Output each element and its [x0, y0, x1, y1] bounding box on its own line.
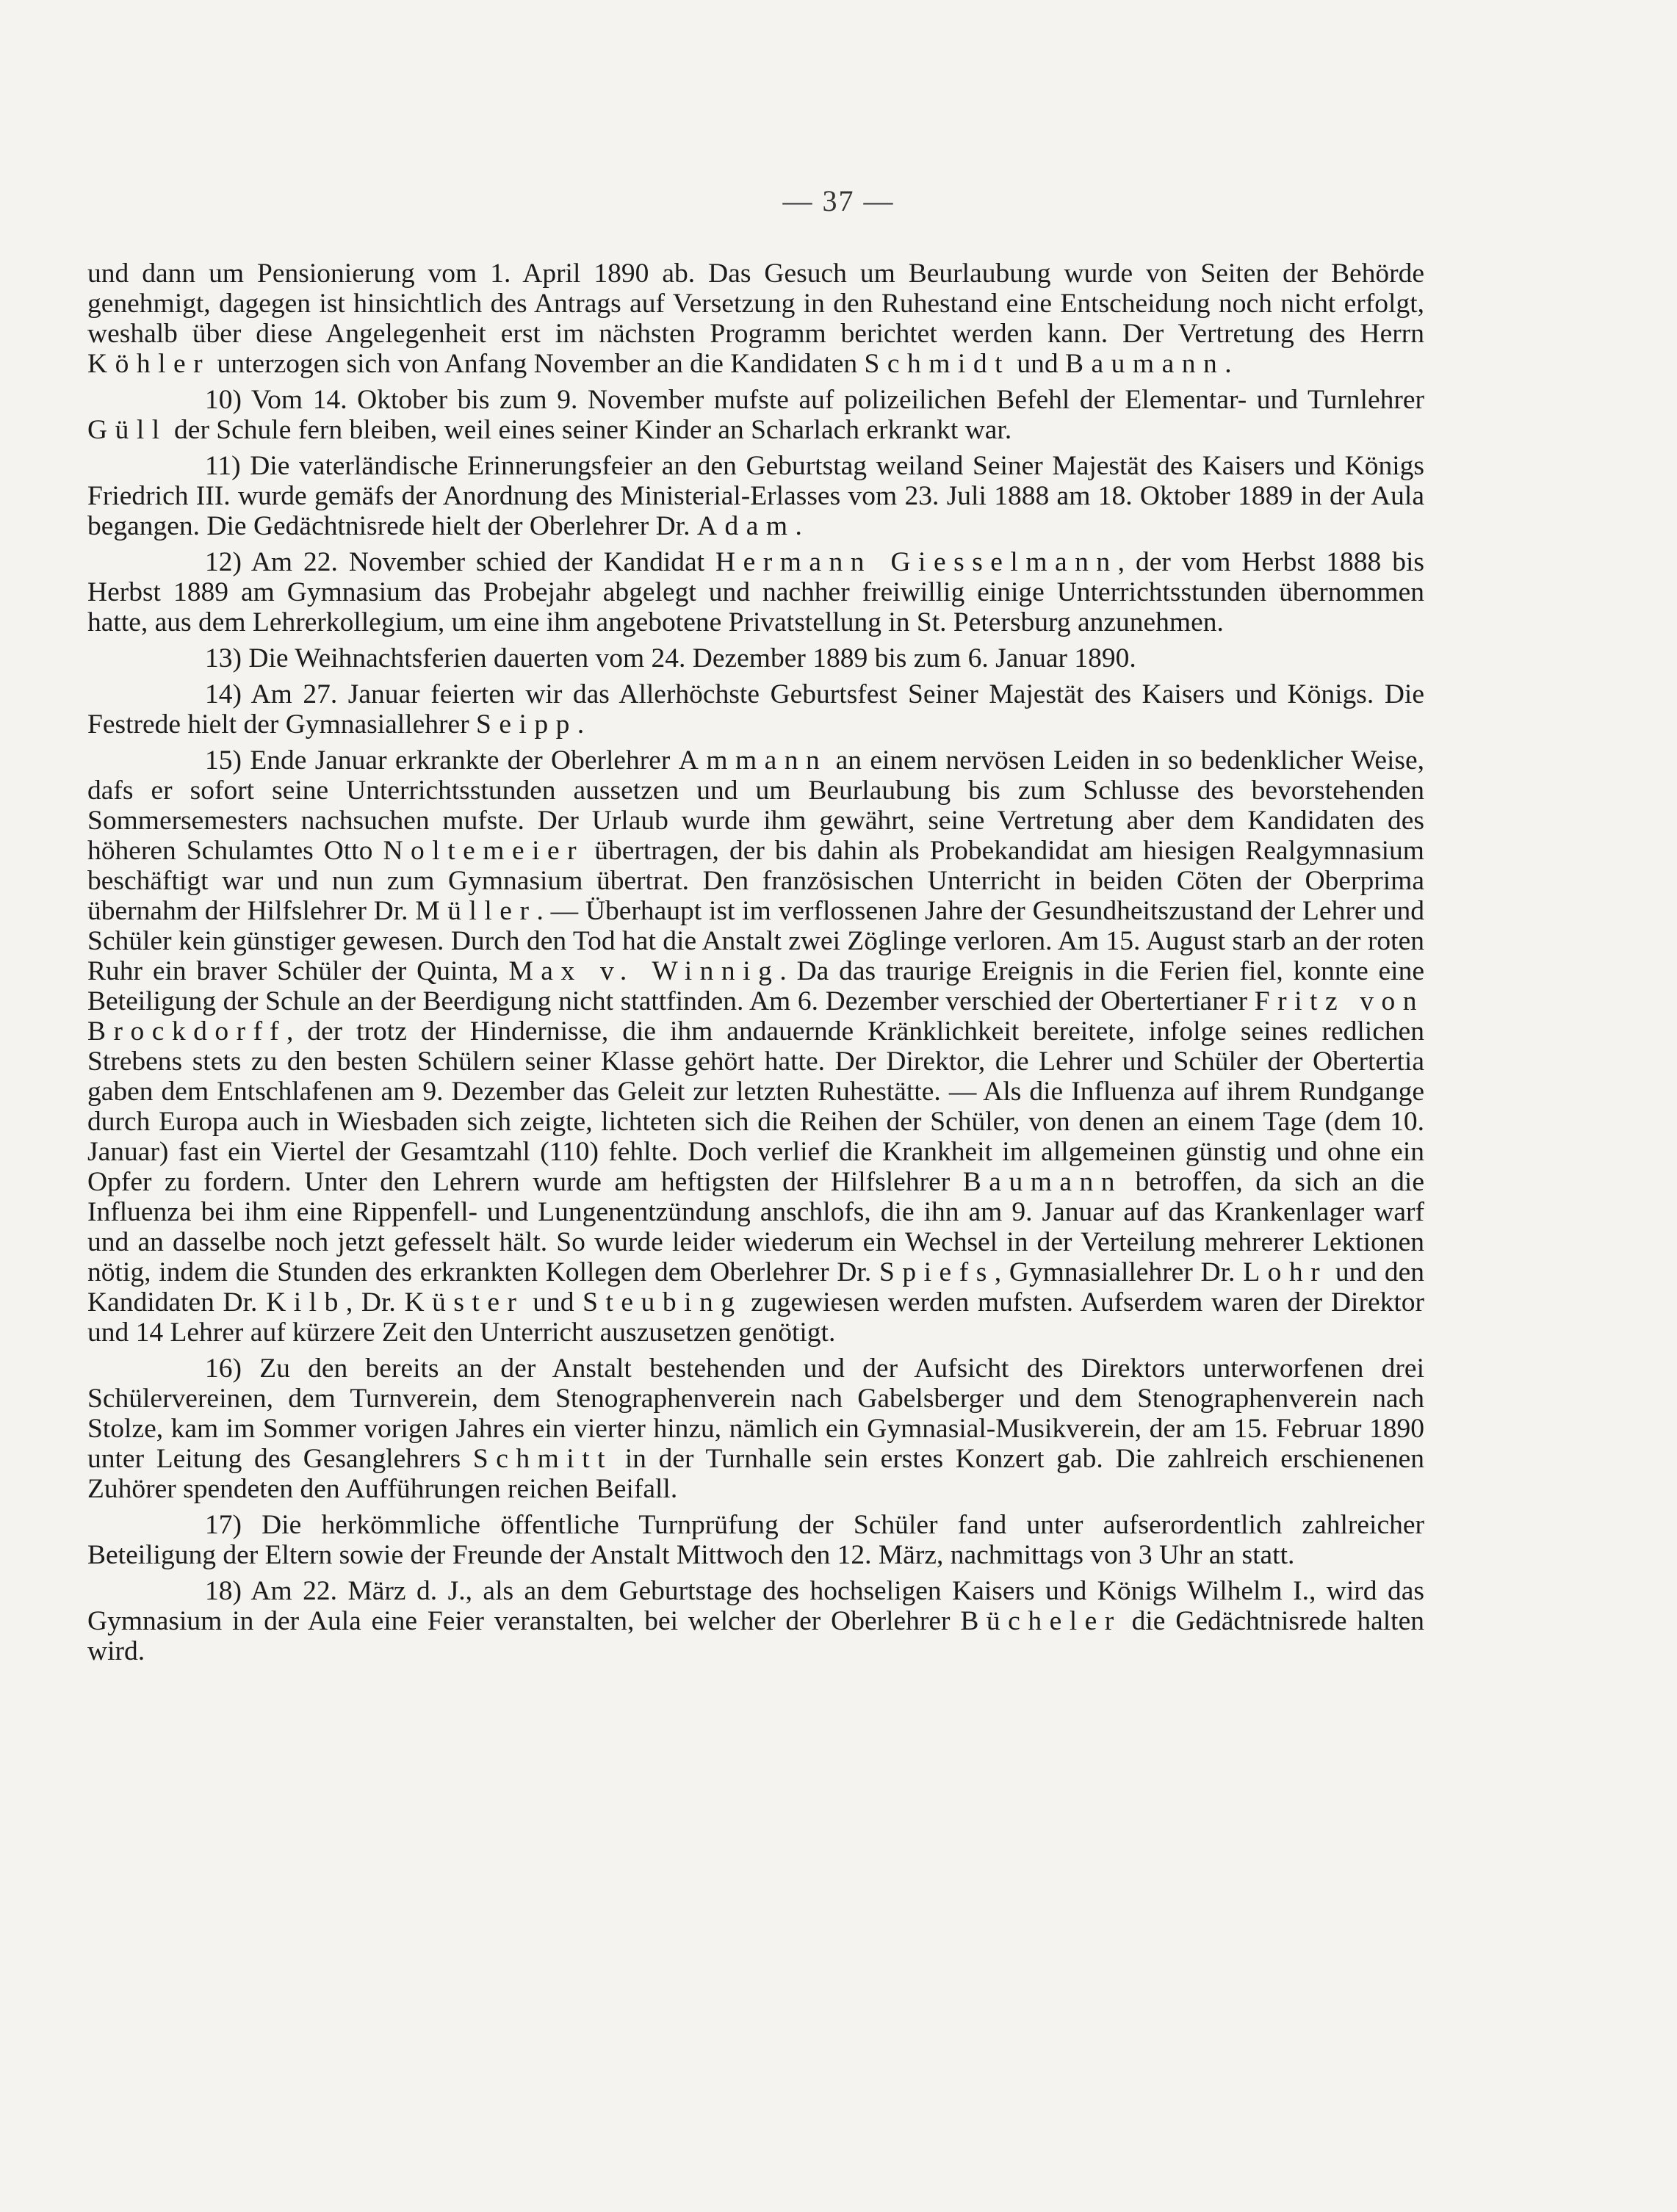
spaced-name: Müller: [415, 896, 537, 926]
text-run: .: [795, 511, 802, 541]
paragraph-p16: [87, 1353, 1424, 1504]
text-run: der Schule fern bleiben, weil eines seiner Kinder an Scharlach erkrankt war.: [167, 415, 1012, 445]
paragraph-p11: [87, 451, 1424, 541]
spaced-name: Steubing: [583, 1287, 743, 1318]
page-number: — 37 —: [782, 184, 895, 217]
spaced-name: Max v. Winnig: [508, 956, 780, 986]
text-run: . Da das traurige Ereignis in die Ferien fiel, konnte eine Beteiligung der Schule an der Beerdigung nicht stattfinden. Am 6. Dezember verschied der Obertertianer: [87, 956, 1424, 1016]
spaced-name: Küster: [404, 1287, 524, 1318]
spaced-name: Lohr: [1243, 1257, 1328, 1287]
paragraph-p18: [87, 1576, 1424, 1666]
text-run: übertragen, der bis dahin als Probekandidat am hiesigen Realgymnasium beschäftigt war und nun zum Gymnasium übertrat. Den französischen Unterricht in beiden Cöten der Oberprima übernahm der Hilfslehrer Dr.: [87, 836, 1424, 926]
spaced-name: Schmidt: [864, 349, 1011, 379]
spaced-name: Schmitt: [472, 1444, 613, 1474]
text-run: 10) Vom 14. Oktober bis zum 9. November mufste auf polizeilichen Befehl der Elementar- und Turnlehrer: [205, 385, 1424, 415]
text-run: 15) Ende Januar erkrankte der Oberlehrer: [205, 745, 679, 776]
text-run: 14) Am 27. Januar feierten wir das Allerhöchste Geburtsfest Seiner Majestät des Kaisers und Königs. Die Festrede hielt der Gymnasiallehrer: [87, 679, 1424, 740]
spaced-name: Fritz von Brockdorff: [87, 986, 1424, 1047]
text-run: unterzogen sich von Anfang November an die Kandidaten: [210, 349, 865, 379]
text-run: 13) Die Weihnachtsferien dauerten vom 24. Dezember 1889 bis zum 6. Januar 1890.: [205, 643, 1136, 673]
text-run: .: [577, 709, 585, 740]
spaced-name: Hermann Giesselmann: [715, 547, 1118, 577]
text-run: . — Überhaupt ist im verflossenen Jahre der Gesundheitszustand der Lehrer und Schüler kein günstiger gewesen. Durch den Tod hat die Anstalt zwei Zöglinge verloren. Am 15. August starb an der roten Ruhr ein braver Schüler der Quinta,: [87, 896, 1425, 986]
text-run: in der Turnhalle sein erstes Konzert gab. Die zahlreich erschienenen Zuhörer spendeten den Aufführungen reichen Beifall.: [87, 1444, 1424, 1504]
text-run: und: [524, 1287, 583, 1318]
spaced-name: Seipp: [475, 709, 577, 740]
paragraph-p10: [87, 385, 1424, 445]
paragraph-cont: [87, 259, 1424, 379]
text-run: betroffen, da sich an die Influenza bei ihm eine Rippenfell- und Lungenentzündung anschlofs, die ihn am 9. Januar auf das Krankenlager warf und an dasselbe noch jetzt gefesselt hält. So wurde leider wiederum ein Wechsel in der Verteilung mehrerer Lektionen nötig, indem die Stunden des erkrankten Kollegen dem Oberlehrer Dr.: [87, 1167, 1424, 1287]
text-run: und: [1010, 349, 1066, 379]
text-run: , der vom Herbst 1888 bis Herbst 1889 am Gymnasium das Probejahr abgelegt und nachher freiwillig einige Unterrichtsstunden übernommen hatte, aus dem Lehrerkollegium, um eine ihm angebotene Privatstellung in St. Petersburg anzunehmen.: [87, 547, 1424, 637]
spaced-name: Baumann: [962, 1167, 1123, 1197]
text-run: 12) Am 22. November schied der Kandidat: [205, 547, 715, 577]
text-run: 17) Die herkömmliche öffentliche Turnprüfung der Schüler fand unter aufserordentlich zahlreicher Beteiligung der Eltern sowie der Freunde der Anstalt Mittwoch den 12. März, nachmittags von 3 Uhr an statt.: [87, 1510, 1424, 1570]
text-run: und dann um Pensionierung vom 1. April 1890 ab. Das Gesuch um Beurlaubung wurde von Seiten der Behörde genehmigt, dagegen ist hinsichtlich des Antrags auf Versetzung in den Ruhestand eine Entscheidung noch nicht erfolgt, weshalb über diese Angelegenheit erst im nächsten Programm berichtet werden kann. Der Vertretung des Herrn: [87, 259, 1424, 349]
text-run: , der trotz der Hindernisse, die ihm andauernde Kränklichkeit bereitete, infolge seines redlichen Strebens stets zu den besten Schülern seiner Klasse gehört hatte. Der Direktor, die Lehrer und Schüler der Obertertia gaben dem Entschlafenen am 9. Dezember das Geleit zur letzten Ruhestätte. — Als die Influenza auf ihrem Rundgange durch Europa auch in Wiesbaden sich zeigte, lichteten sich die Reihen der Schüler, von denen an einem Tage (dem 10. Januar) fast ein Viertel der Gesamtzahl (110) fehlte. Doch verlief die Krankheit im allgemeinen günstig und ohne ein Opfer zu fordern. Unter den Lehrern wurde am heftigsten der Hilfslehrer: [87, 1016, 1424, 1197]
paragraph-p15: [87, 745, 1424, 1348]
body-text: [87, 259, 1424, 1672]
text-run: 18) Am 22. März d. J., als an dem Geburtstage des hochseligen Kaisers und Königs Wilhelm I., wird das Gymnasium in der Aula eine Feier veranstalten, bei welcher der Oberlehrer: [87, 1576, 1424, 1636]
text-run: , Gymnasiallehrer Dr.: [994, 1257, 1244, 1287]
text-run: an einem nervösen Leiden in so bedenklicher Weise, dafs er sofort seine Unterrichtsstunden aussetzen und um Beurlaubung bis zum Schlusse des bevorstehenden Sommersemesters nachsuchen mufste. Der Urlaub wurde ihm gewährt, seine Vertretung aber dem Kandidaten des höheren Schulamtes Otto: [87, 745, 1424, 866]
text-run: .: [1225, 349, 1232, 379]
spaced-name: Adam: [696, 511, 796, 541]
spaced-name: Köhler: [87, 349, 211, 379]
paragraph-p14: [87, 679, 1424, 740]
spaced-name: Bücheler: [960, 1606, 1122, 1636]
text-run: zugewiesen werden mufsten. Aufserdem waren der Direktor und 14 Lehrer auf kürzere Zeit den Unterricht auszusetzen genötigt.: [87, 1287, 1424, 1348]
spaced-name: Spiefs: [879, 1257, 995, 1287]
text-run: die Gedächtnisrede halten wird.: [87, 1606, 1424, 1666]
paragraph-p12: [87, 547, 1424, 637]
paragraph-p13: [87, 643, 1424, 673]
spaced-name: Baumann: [1065, 349, 1225, 379]
text-run: 16) Zu den bereits an der Anstalt bestehenden und der Aufsicht des Direktors unterworfenen drei Schülervereinen, dem Turnverein, dem Stenographenverein nach Gabelsberger und dem Stenographenverein nach Stolze, kam im Sommer vorigen Jahres ein vierter hinzu, nämlich ein Gymnasial-Musikverein, der am 15. Februar 1890 unter Leitung des Gesanglehrers: [87, 1353, 1424, 1474]
text-run: , Dr.: [345, 1287, 405, 1318]
spaced-name: Noltemeier: [383, 836, 585, 866]
spaced-name: Kilb: [266, 1287, 346, 1318]
text-run: 11) Die vaterländische Erinnerungsfeier an den Geburtstag weiland Seiner Majestät des Kaisers und Königs Friedrich III. wurde gemäfs der Anordnung des Ministerial-Erlasses vom 23. Juli 1888 am 18. Oktober 1889 in der Aula begangen. Die Gedächtnisrede hielt der Oberlehrer Dr.: [87, 451, 1424, 541]
spaced-name: Ammann: [678, 745, 828, 776]
paragraph-p17: [87, 1510, 1424, 1570]
spaced-name: Güll: [87, 415, 167, 445]
text-run: und den Kandidaten Dr.: [87, 1257, 1424, 1318]
